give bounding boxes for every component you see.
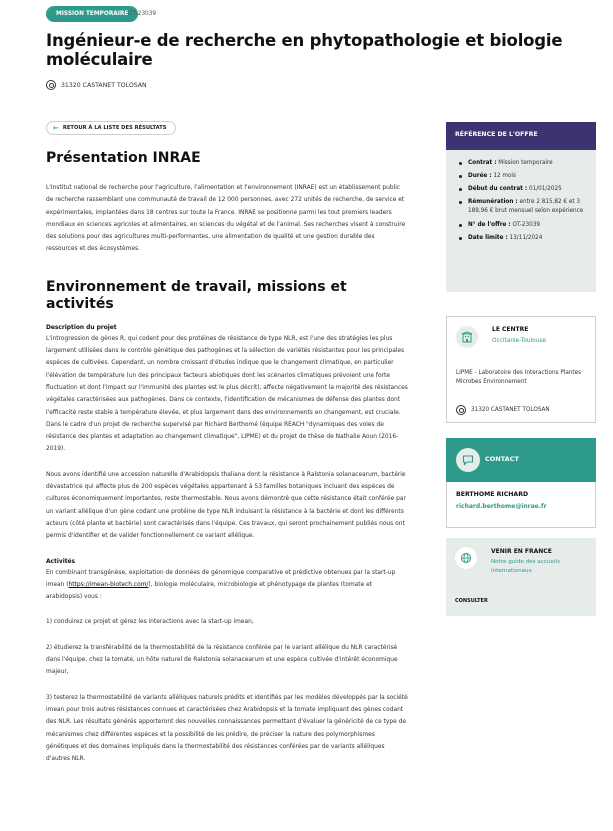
offer-reference: OT-23039 [128,11,157,17]
description-label: Description du projet [46,324,117,331]
location-pin-icon [456,405,466,415]
description-paragraph-1: L'introgression de gènes R, qui codent pour des protéines de résistance de type NLR, est l'une des stratégies les plus largement utilisées dans le contrôle génétique des pathogènes et la sélection de variétés résistantes pour les principales espèces de cultivées. Cependant, un nombre croissant d'études indique que le changement climatique, en particulier l'élévation de température (un des principaux facteurs abiotiques dont les scénarios climatiques prévoient une forte fluctuation et dont l'impact sur l'immunité des plantes est le plus décrit), affecte négativement la majorité des résistances végétales caractérisées aux pathogènes. Dans ce contexte, l'identification de mécanismes de défense des plantes dont l'efficacité reste stable à température élevée, et plus largement dans des environnements en changement, est cruciale. Dans le cadre d'un projet de recherche supervisé par Richard Berthomé (équipe REACH "dynamiques des voies de résistance des plantes et adaptation au changement climatique", LIPME) et du projet de thèse de Nathalie Aoun (2016-2019). [46,335,408,453]
contact-details [446,482,596,528]
contact-email-link[interactable]: richard.berthome@inrae.fr [456,503,547,510]
contract-type-badge: MISSION TEMPORAIRE [46,6,138,22]
section-title-presentation: Présentation INRAE [46,150,201,166]
page-title: Ingénieur-e de recherche en phytopathologie et biologie moléculaire [46,31,563,69]
back-to-results-button[interactable] [46,121,176,135]
centre-lab-name: LIPME - Laboratoire des Interactions Plantes Microbes Environnement [456,370,582,385]
offer-reference-header: RÉFÉRENCE DE L'OFFRE [446,122,596,150]
centre-card [446,316,596,423]
detail-deadline: Date limite : 13/11/2024 [468,234,587,243]
centre-label: LE CENTRE [492,326,529,333]
chat-bubble-icon [456,448,480,472]
presentation-text: L'Institut national de recherche pour l'agriculture, l'alimentation et l'environnement (INRAE) est un établissement public de recherche rassemblant une communauté de travail de 12 000 personnes, avec 272 unités de recherche, de service et expérimentales, implantées dans 18 centres sur toute la France. INRAE se positionne parmi les tout premiers leaders mondiaux en sciences agricoles et alimentaires, en sciences du végétal et de l'animal. Ses recherches visent à construire des solutions pour des agricultures multi-performantes, une alimentation de qualité et une gestion durable des ressources et des écosystèmes. [46,185,406,253]
location-pin-icon [46,80,56,90]
contact-name: BERTHOME RICHARD [456,491,529,498]
activity-item: 3) testerez la thermostabilité de variants alléliques naturels prédits et identifiés par les modèles développés par la société imean pour trois autres résistances connues et caractérisées chez Arabidopsis et la tomate impliquant des gènes codant des NLR. Les résultats générés apporteront des nouvelles connaissances permettant d'évaluer la généricité de ce type de mécanismes chez différentes espèces et la possibilité de les prédire, de préciser la nature des polymorphismes génétiques et des domaines impliqués dans la thermostabilité des résistances conférées par de variants alléliques d'autres NLR. [46,694,408,763]
venir-guide-link[interactable]: Notre guide des accueils internationaux [491,559,560,574]
detail-offer-number: N° de l'offre : OT-23039 [468,221,587,230]
centre-location: 31320 CASTANET TOLOSAN [456,405,550,415]
activity-item: 1) conduirez ce projet et gérez les interactions avec la start-up imean, [46,619,254,626]
main-content [46,150,408,765]
section-title-environment: Environnement de travail, missions et activités [46,278,347,312]
detail-start-date: Début du contrat : 01/01/2025 [468,185,587,194]
venir-en-france-card [446,538,596,616]
activities-label: Activités [46,558,76,565]
back-to-results-label: RETOUR À LA LISTE DES RÉSULTATS [62,125,167,131]
detail-salary: Rémunération : entre 2 815,82 € et 3 189,96 € brut mensuel selon expérience [468,198,587,216]
offer-reference-details [446,150,596,292]
contact-header [446,438,596,482]
activities-intro: En combinant transgénèse, exploitation de données de génomique comparative et prédictive obtenues par la start-up imean (https://imean-biotech.com/), biologie moléculaire, microbiologie et phénotypage de plantes (tomate et arabidopsis) vous : [46,569,396,601]
location-line [46,79,147,91]
arrow-left-icon: ← [53,123,59,132]
detail-duration: Durée : 12 mois [468,172,587,181]
description-paragraph-2: Nous avons identifié une accession naturelle d'Arabidopsis thaliana dont la résistance à Ralstonia solanacearum, bactérie dévastatrice qui affecte plus de 200 espèces végétales appartenant à 53 familles botaniques incluant des espèces de cultures économiquement importantes, reste thermostable. Nous avons démontré que cette résistance était conférée par un variant allélique d'un gène codant une protéine de type NLR induisant la résistance à la bactérie et dont les différents acteurs (côté plante et bactérie) sont caractérisés dans l'équipe. Ces travaux, qui seront prochainement publiés nous ont permis d'identifier et de valider fonctionnellement ce variant allélique. [46,471,406,540]
activity-item: 2) étudierez la transférabilité de la thermostabilité de la résistance conférée par le variant allélique du NLR caractérisé dans l'équipe, chez la tomate, un hôte naturel de Ralstonia solanacearum et une espèce cultivée d'intérêt économique majeur, [46,644,398,676]
detail-contract: Contrat : Mission temporaire [468,159,587,168]
imean-link[interactable]: https://imean-biotech.com/ [68,581,149,588]
building-icon [456,326,478,348]
venir-title: VENIR EN FRANCE [491,548,552,555]
consulter-button[interactable]: CONSULTER [455,598,488,604]
centre-region-link[interactable]: Occitanie-Toulouse [492,338,546,344]
globe-icon [455,547,477,569]
location-text: 31320 CASTANET TOLOSAN [61,81,147,89]
contact-label: CONTACT [485,455,519,463]
